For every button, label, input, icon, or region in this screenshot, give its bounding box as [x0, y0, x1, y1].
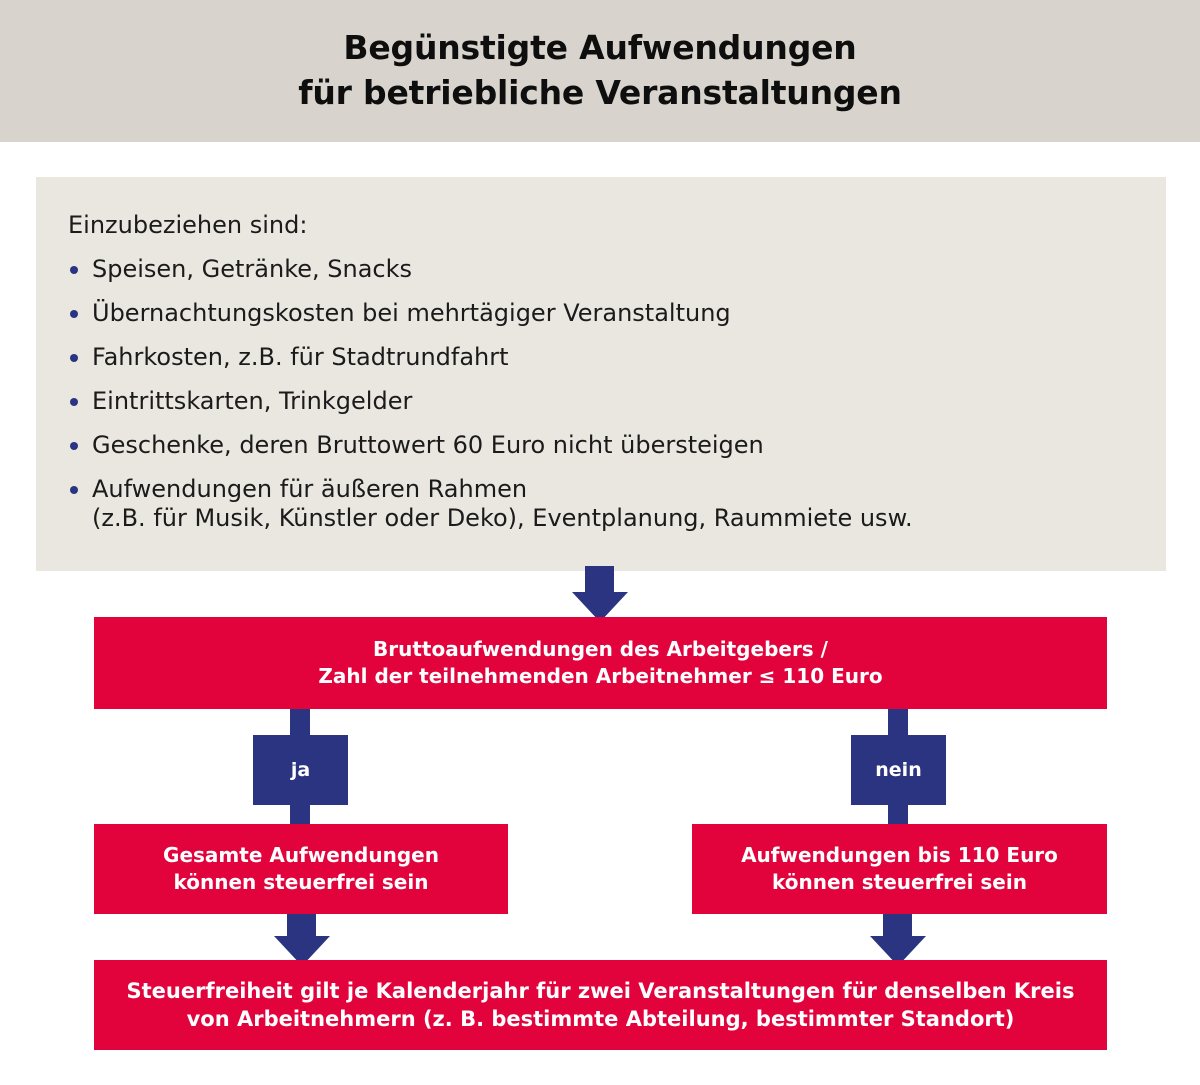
outcome-yes-line-2: können steuerfrei sein: [173, 870, 429, 894]
bullet-dot-icon: [70, 442, 78, 450]
inclusion-panel: [36, 177, 1166, 571]
branch-label-yes: ja: [253, 735, 348, 805]
bullet-dot-icon: [70, 354, 78, 362]
bullet-dot-icon: [70, 486, 78, 494]
list-item-label: Geschenke, deren Bruttowert 60 Euro nicht übersteigen: [92, 431, 764, 459]
branch-connector-yes: [253, 703, 348, 837]
list-item: [66, 387, 1148, 416]
conclusion-line-2: von Arbeitnehmern (z. B. bestimmte Abteilung, bestimmter Standort): [186, 1007, 1015, 1031]
condition-line-2: Zahl der teilnehmenden Arbeitnehmer ≤ 110 Euro: [318, 664, 883, 688]
arrow-down-icon: [861, 910, 935, 966]
bullet-dot-icon: [70, 310, 78, 318]
list-item-label: Fahrkosten, z.B. für Stadtrundfahrt: [92, 343, 509, 371]
page-title-line-1: Begünstigte Aufwendungen: [343, 28, 857, 68]
outcome-yes-line-1: Gesamte Aufwendungen: [163, 843, 439, 867]
header-banner: [0, 0, 1200, 142]
arrow-stem: [883, 910, 912, 939]
list-item: [66, 343, 1148, 372]
list-item-label: Eintrittskarten, Trinkgelder: [92, 387, 413, 415]
bullet-dot-icon: [70, 266, 78, 274]
page-title: [298, 26, 902, 115]
list-item-label: Übernachtungskosten bei mehrtägiger Veranstaltung: [92, 299, 731, 327]
arrow-down-icon: [563, 566, 637, 622]
list-item: [66, 299, 1148, 328]
list-item: [66, 475, 1148, 533]
outcome-box-no: [692, 824, 1107, 914]
arrow-stem: [585, 566, 614, 595]
outcome-no-line-1: Aufwendungen bis 110 Euro: [741, 843, 1058, 867]
conclusion-line-1: Steuerfreiheit gilt je Kalenderjahr für zwei Veranstaltungen für denselben Kreis: [126, 978, 1075, 1003]
list-item: [66, 431, 1148, 460]
branch-connector-no: [851, 703, 946, 837]
outcome-no-line-2: können steuerfrei sein: [772, 870, 1027, 894]
list-item-label: Aufwendungen für äußeren Rahmen: [92, 475, 528, 503]
bullet-dot-icon: [70, 398, 78, 406]
arrow-down-icon: [265, 910, 339, 966]
branch-label-no: nein: [851, 735, 946, 805]
list-item-label: Speisen, Getränke, Snacks: [92, 255, 413, 283]
conclusion-box: [94, 960, 1107, 1050]
arrow-stem: [287, 910, 316, 939]
page-title-line-2: für betriebliche Veranstaltungen: [298, 73, 902, 112]
inclusion-list: [66, 255, 1148, 533]
condition-line-1: Bruttoaufwendungen des Arbeitgebers /: [373, 637, 828, 661]
list-item: [66, 255, 1148, 284]
outcome-box-yes: [94, 824, 508, 914]
condition-box: [94, 617, 1107, 709]
list-item-label-secondary: (z.B. für Musik, Künstler oder Deko), Eventplanung, Raummiete usw.: [92, 504, 913, 532]
inclusion-panel-intro: Einzubeziehen sind:: [68, 211, 308, 239]
